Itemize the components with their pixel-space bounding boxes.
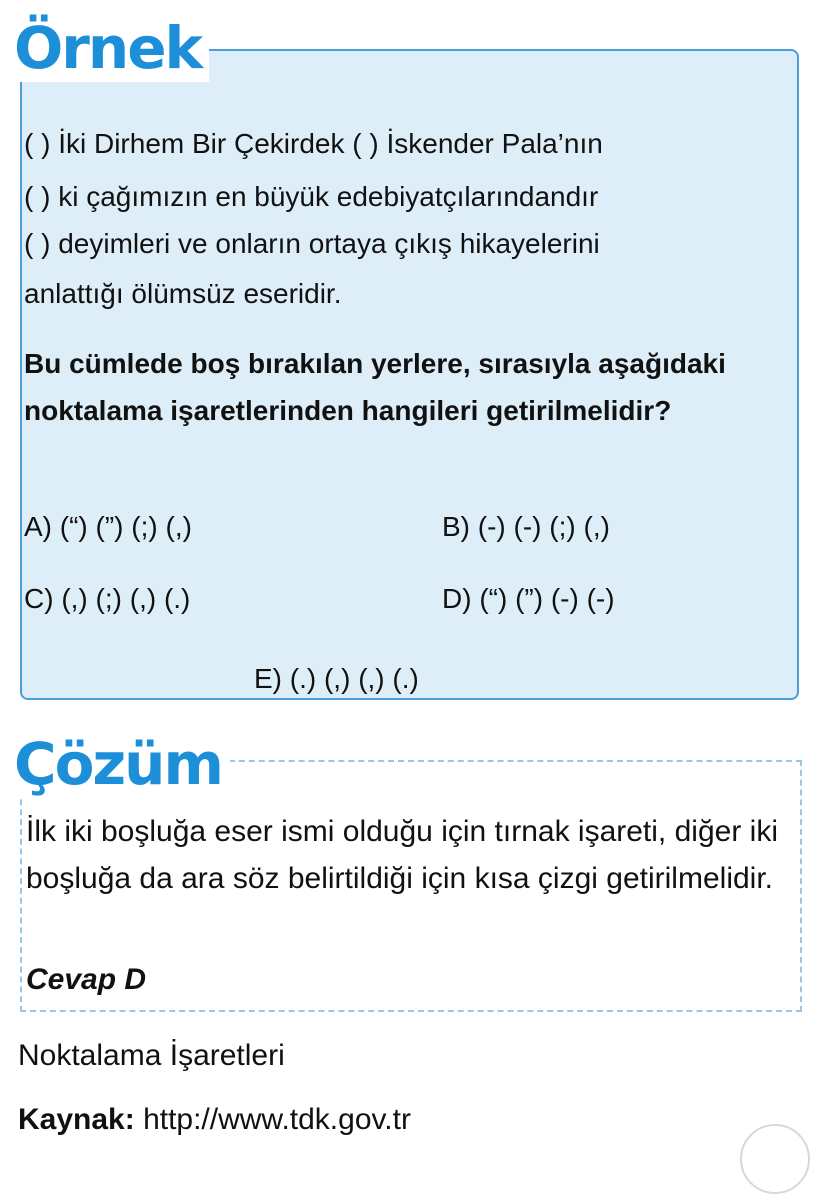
option-b: B) (-) (-) (;) (,): [442, 511, 610, 542]
source-label: Kaynak:: [18, 1103, 135, 1136]
solution-text: İlk iki boşluğa eser ismi olduğu için tırnak işareti, diğer iki boşluğa da ara söz belirtildiği için kısa çizgi getirilmelidir.: [26, 815, 778, 895]
option-d: D) (“) (”) (-) (-): [442, 583, 615, 614]
topic-label: Noktalama İşaretleri: [18, 1039, 285, 1072]
source-line: [18, 1100, 411, 1140]
option-a: A) (“) (”) (;) (,): [24, 511, 192, 542]
solution-title: Çözüm: [14, 730, 230, 798]
option-e: E) (.) (,) (,) (.): [254, 663, 419, 694]
example-text-line-4: anlattığı ölümsüz eseridir.: [24, 278, 342, 309]
source-url: http://www.tdk.gov.tr: [143, 1103, 411, 1136]
scroll-indicator-icon: [740, 1124, 810, 1194]
example-title: Örnek: [14, 14, 209, 82]
example-text-line-1: ( ) İki Dirhem Bir Çekirdek ( ) İskender Pala’nın: [24, 128, 603, 159]
option-c: C) (,) (;) (,) (.): [24, 583, 191, 614]
example-text-line-2: ( ) ki çağımızın en büyük edebiyatçılarındandır: [24, 181, 599, 212]
question-text: Bu cümlede boş bırakılan yerlere, sırasıyla aşağıdaki noktalama işaretlerinden hangileri getirilmelidir?: [24, 348, 726, 426]
example-text-line-3: ( ) deyimleri ve onların ortaya çıkış hikayelerini: [24, 228, 600, 259]
answer-text: Cevap D: [26, 963, 147, 996]
